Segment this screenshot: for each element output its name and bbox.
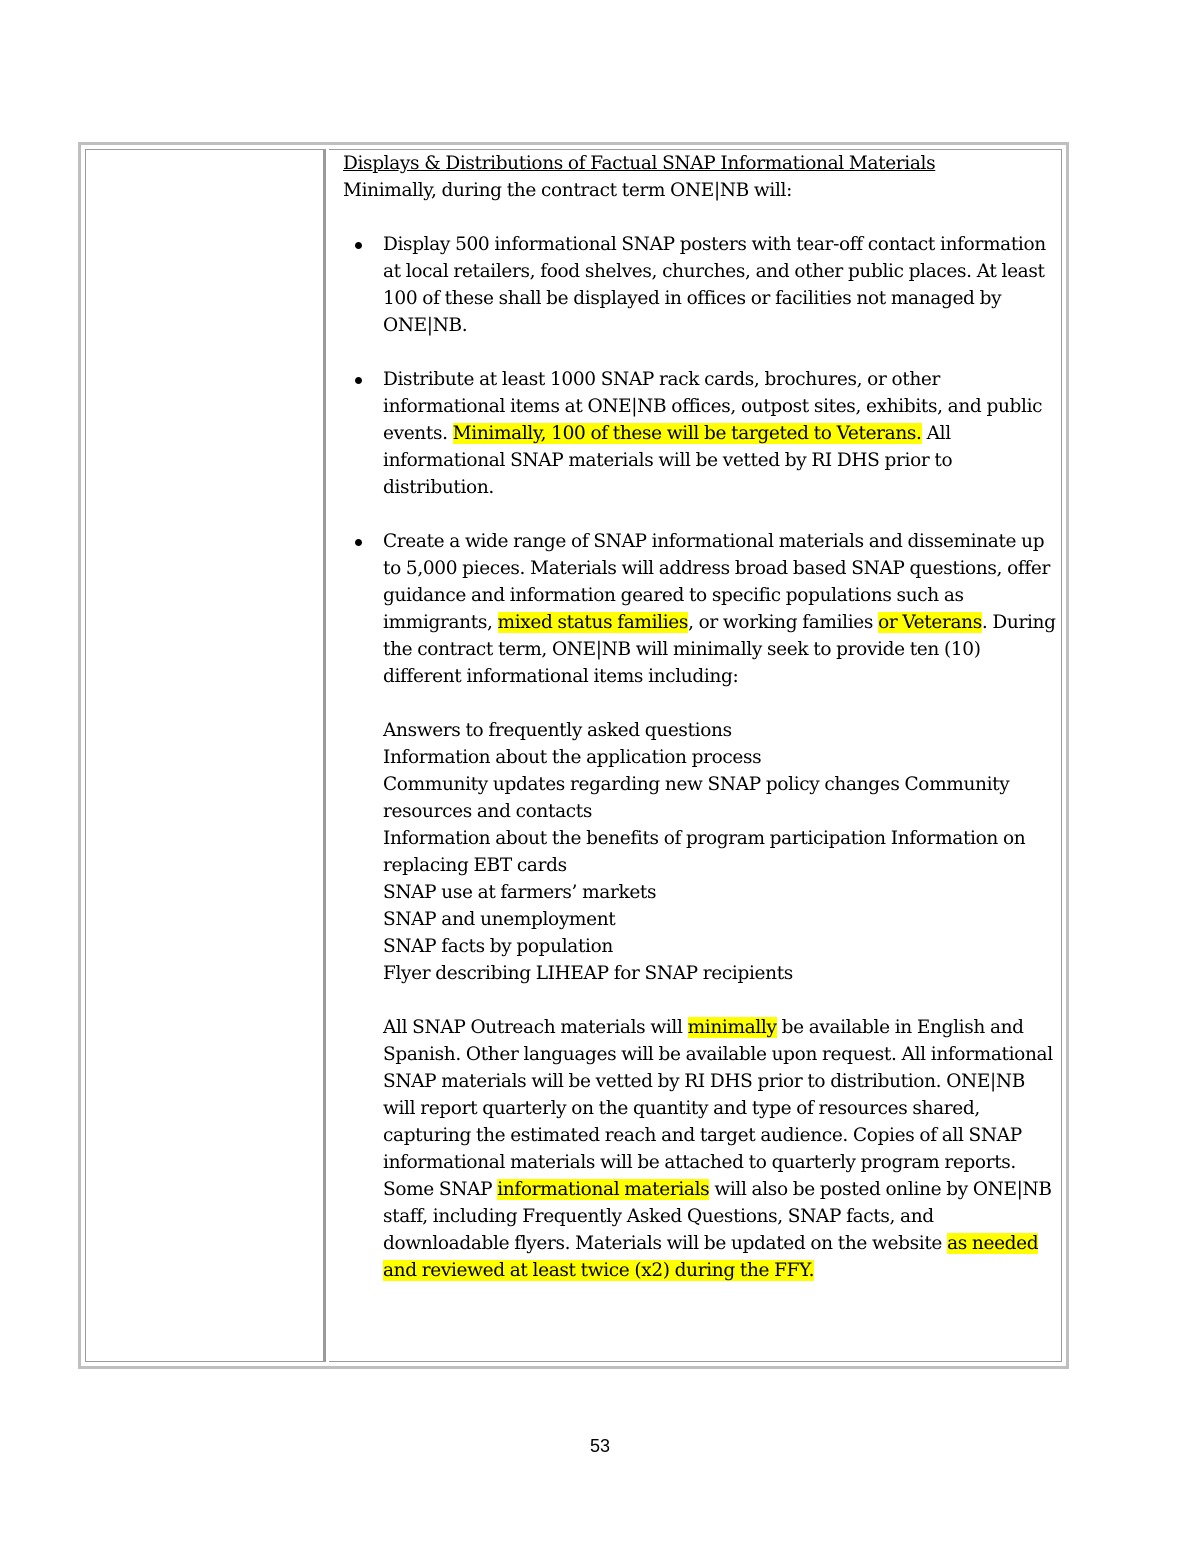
list-item: Community updates regarding new SNAP policy changes Community resources and contacts [383,774,1010,822]
bullet-text: All informational SNAP materials will be vetted by RI DHS prior to distribution. [383,423,953,498]
cell-content [343,150,1061,1284]
list-item: SNAP facts by population [383,936,613,957]
bullet-icon [355,242,362,249]
bullet-text: Distribute at least 1000 SNAP rack cards, brochures, or other informational items at ONE|NB offices, outpost sites, exhibits, and public events. [383,369,1043,444]
list-item: SNAP and unemployment [383,909,616,930]
list-item [343,528,1061,690]
list-item: Answers to frequently asked questions [383,720,732,741]
bullet-icon [355,539,362,546]
paragraph-text: All SNAP Outreach materials will [383,1017,688,1038]
bullet-icon [355,377,362,384]
bullet-text: . During the contract term, ONE|NB will minimally seek to provide ten (10) different informational items including: [383,612,1056,687]
bullet-text: Display 500 informational SNAP posters with tear-off contact information at local retailers, food shelves, churches, and other public places. At least 100 of these shall be displayed in offices or facilities not managed by ONE|NB. [383,234,1046,336]
highlighted-text: Minimally, 100 of these will be targeted to Veterans. [452,423,922,444]
list-item: Information about the application process [383,747,762,768]
list-item [343,231,1061,339]
list-item: Information about the benefits of program participation Information on replacing EBT cards [383,828,1026,876]
list-item [343,366,1061,501]
highlighted-text: informational materials [497,1179,710,1200]
table-cell-left [85,149,326,1362]
section-heading: Displays & Distributions of Factual SNAP Informational Materials [343,153,936,174]
closing-paragraph [343,1014,1061,1284]
paragraph-text: will also be posted online by ONE|NB staff, including Frequently Asked Questions, SNAP facts, and downloadable flyers. Materials will be updated on the website [383,1179,1052,1254]
highlighted-text: or Veterans [878,612,982,633]
highlighted-text: minimally [687,1017,777,1038]
list-item: SNAP use at farmers’ markets [383,882,657,903]
highlighted-text: as needed and reviewed at least twice (x2) during the FFY. [383,1233,1039,1281]
highlighted-text: mixed status families [497,612,689,633]
bullet-text: Create a wide range of SNAP informational materials and disseminate up to 5,000 pieces. Materials will address broad based SNAP questions, offer guidance and information geared to specific populations such as immigrants, [383,531,1050,633]
section-intro: Minimally, during the contract term ONE|NB will: [343,180,793,201]
informational-items-list [343,717,1061,987]
paragraph-text: be available in English and Spanish. Other languages will be available upon request. All informational SNAP materials will be vetted by RI DHS prior to distribution. ONE|NB will report quarterly on the quantity and type of resources shared, capturing the estimated reach and target audience. Copies of all SNAP informational materials will be attached to quarterly program reports. Some SNAP [383,1017,1053,1200]
page-number: 53 [589,1436,611,1456]
bullet-text: , or working families [688,612,879,633]
bullet-list [343,231,1061,690]
content-table [78,142,1069,1369]
list-item: Flyer describing LIHEAP for SNAP recipients [383,963,793,984]
